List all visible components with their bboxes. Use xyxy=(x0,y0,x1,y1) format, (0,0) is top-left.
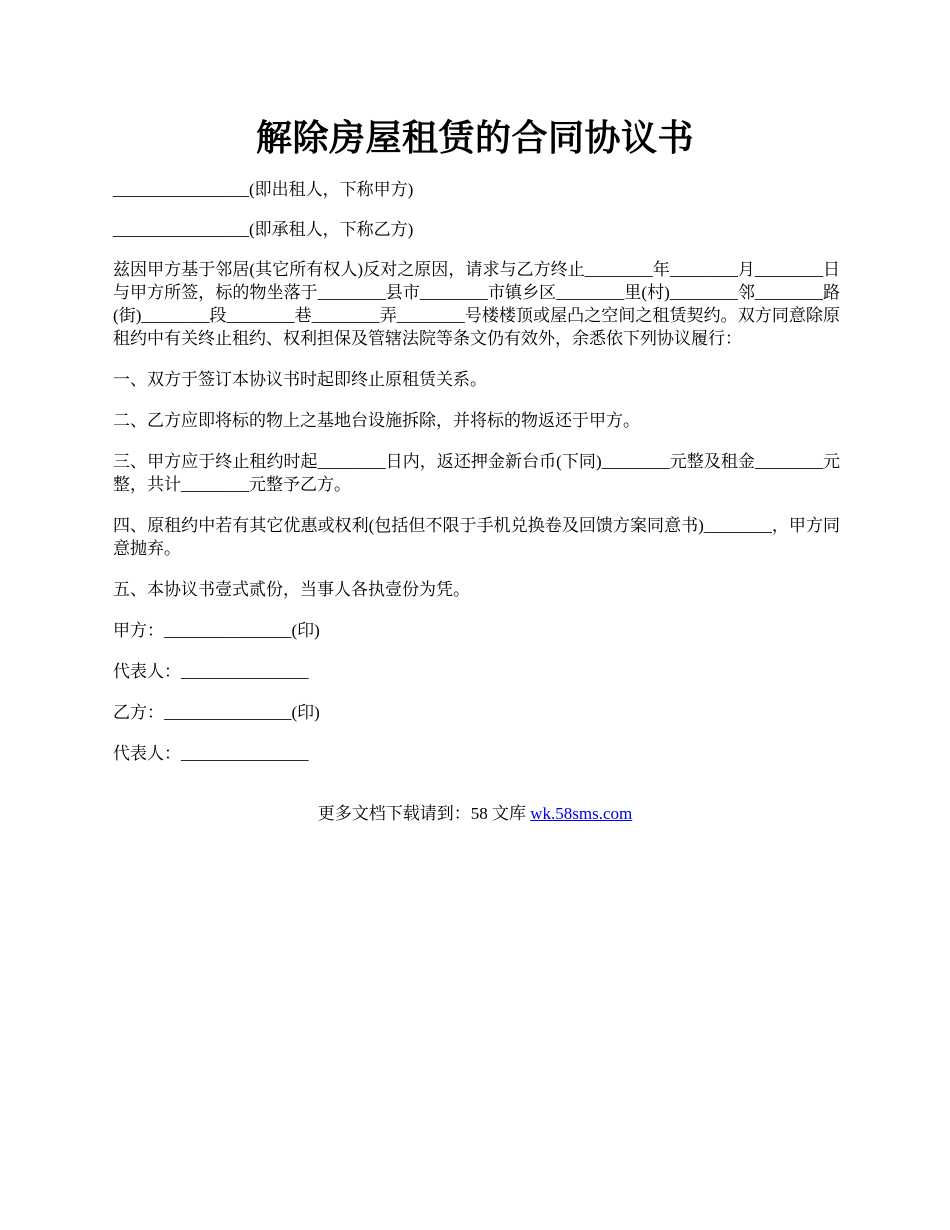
party-b-line: ________________(即承租人，下称乙方) xyxy=(113,220,414,239)
document-body xyxy=(113,178,840,783)
footer-link[interactable]: wk.58sms.com xyxy=(530,804,633,823)
clause-4: 四、原租约中若有其它优惠或权利(包括但不限于手机兑换卷及回馈方案同意书)________，甲方同意抛弃。 xyxy=(113,516,840,558)
clause-1: 一、双方于签订本协议书时起即终止原租赁关系。 xyxy=(113,370,487,389)
party-a-line: ________________(即出租人，下称甲方) xyxy=(113,180,414,199)
signature-party-b: 乙方：_______________(印) xyxy=(113,703,320,722)
document-title: 解除房屋租赁的合同协议书 xyxy=(255,117,694,159)
signature-party-a: 甲方：_______________(印) xyxy=(113,621,320,640)
signature-rep-b: 代表人：_______________ xyxy=(113,744,309,763)
clause-5: 五、本协议书壹式贰份，当事人各执壹份为凭。 xyxy=(113,580,470,599)
intro-paragraph: 兹因甲方基于邻居(其它所有权人)反对之原因，请求与乙方终止________年________月________日与甲方所签，标的物坐落于________县市________市镇乡区________里(村)________邻________路(街)________段________巷________弄________号楼楼顶或屋凸之空间之租赁契约。双方同意除原租约中有关终止租约、权利担保及管辖法院等条文仍有效外，余悉依下列协议履行： xyxy=(113,260,840,348)
clause-3: 三、甲方应于终止租约时起________日内，返还押金新台币(下同)________元整及租金________元整，共计________元整予乙方。 xyxy=(113,452,840,494)
footer xyxy=(0,802,950,826)
footer-prefix: 更多文档下载请到：58 文库 xyxy=(317,804,531,823)
signature-rep-a: 代表人：_______________ xyxy=(113,662,309,681)
clause-2: 二、乙方应即将标的物上之基地台设施拆除，并将标的物返还于甲方。 xyxy=(113,411,640,430)
